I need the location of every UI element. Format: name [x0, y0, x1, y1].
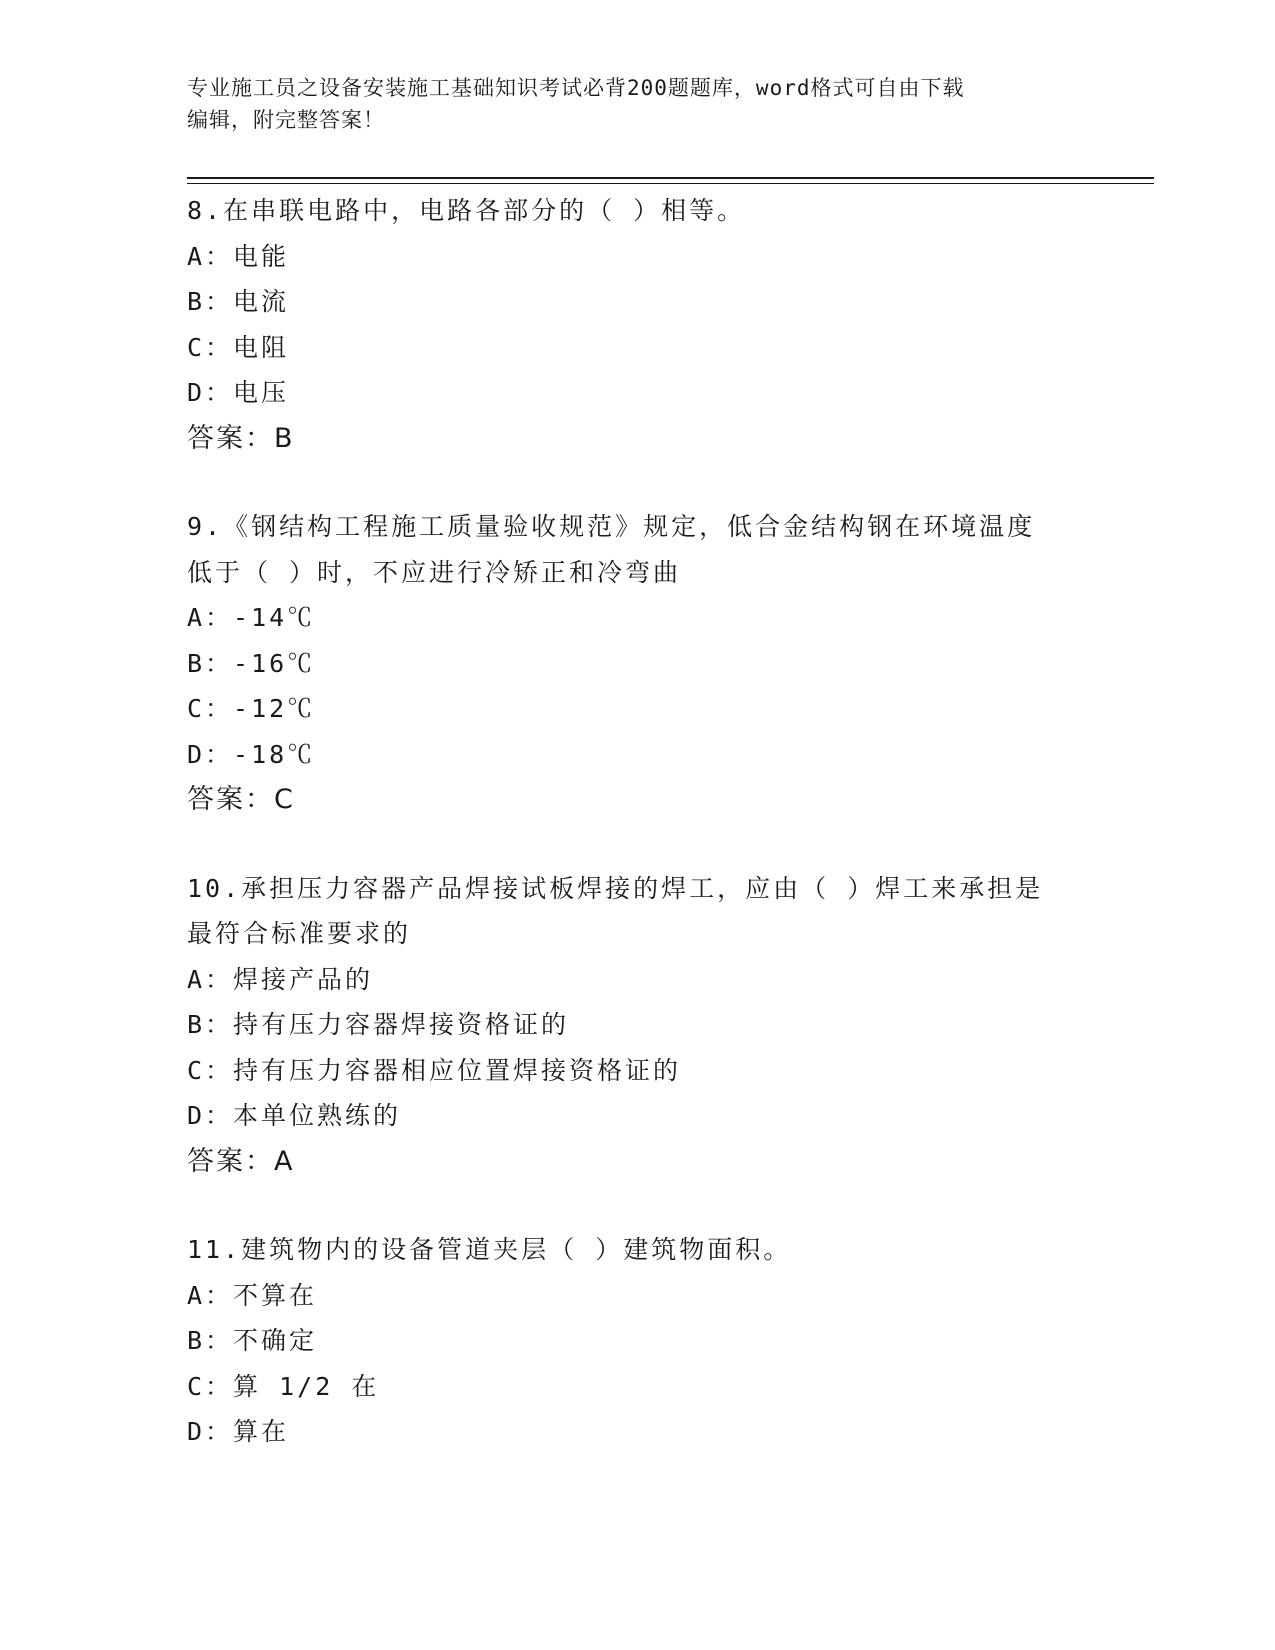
- question-stem: 8.在串联电路中，电路各部分的（ ）相等。: [187, 196, 746, 225]
- option-a: A：焊接产品的: [187, 964, 374, 994]
- question-11: [187, 1227, 1087, 1455]
- header-line-1: 专业施工员之设备安装施工基础知识考试必背200题题库，word格式可自由下载: [187, 76, 965, 100]
- answer: 答案：B: [187, 422, 295, 454]
- header-line-2: 编辑，附完整答案！: [187, 108, 385, 132]
- option-c: C：-12℃: [187, 694, 316, 723]
- option-c: C：电阻: [187, 332, 290, 362]
- option-d: D：-18℃: [187, 739, 316, 769]
- question-stem-line-1: 9.《钢结构工程施工质量验收规范》规定，低合金结构钢在环境温度: [187, 512, 1036, 541]
- option-a: A：电能: [187, 241, 290, 271]
- option-c: C：持有压力容器相应位置焊接资格证的: [187, 1055, 682, 1085]
- question-8: [187, 188, 1087, 461]
- option-a: A：不算在: [187, 1280, 318, 1310]
- question-10: [187, 866, 1087, 1185]
- question-9: [187, 504, 1087, 823]
- answer: 答案：A: [187, 1145, 295, 1177]
- question-stem-line-1: 10.承担压力容器产品焊接试板焊接的焊工，应由（ ）焊工来承担是: [187, 873, 1044, 903]
- document-header: [187, 72, 1087, 136]
- question-stem-line-2: 低于（ ）时，不应进行冷矫正和冷弯曲: [187, 557, 682, 587]
- option-b: B：不确定: [187, 1326, 318, 1355]
- option-b: B：-16℃: [187, 648, 316, 678]
- option-b: B：电流: [187, 287, 290, 316]
- question-list: [187, 188, 1087, 1498]
- option-d: D：本单位熟练的: [187, 1101, 402, 1130]
- option-b: B：持有压力容器焊接资格证的: [187, 1010, 570, 1039]
- answer: 答案：C: [187, 784, 295, 815]
- question-stem: 11.建筑物内的设备管道夹层（ ）建筑物面积。: [187, 1235, 792, 1264]
- option-d: D：电压: [187, 378, 290, 407]
- option-c: C：算 1/2 在: [187, 1371, 380, 1401]
- question-stem-line-2: 最符合标准要求的: [187, 919, 412, 948]
- option-d: D：算在: [187, 1417, 290, 1446]
- header-divider-thin: [187, 183, 1154, 184]
- option-a: A：-14℃: [187, 603, 316, 632]
- header-divider-thick: [187, 177, 1154, 179]
